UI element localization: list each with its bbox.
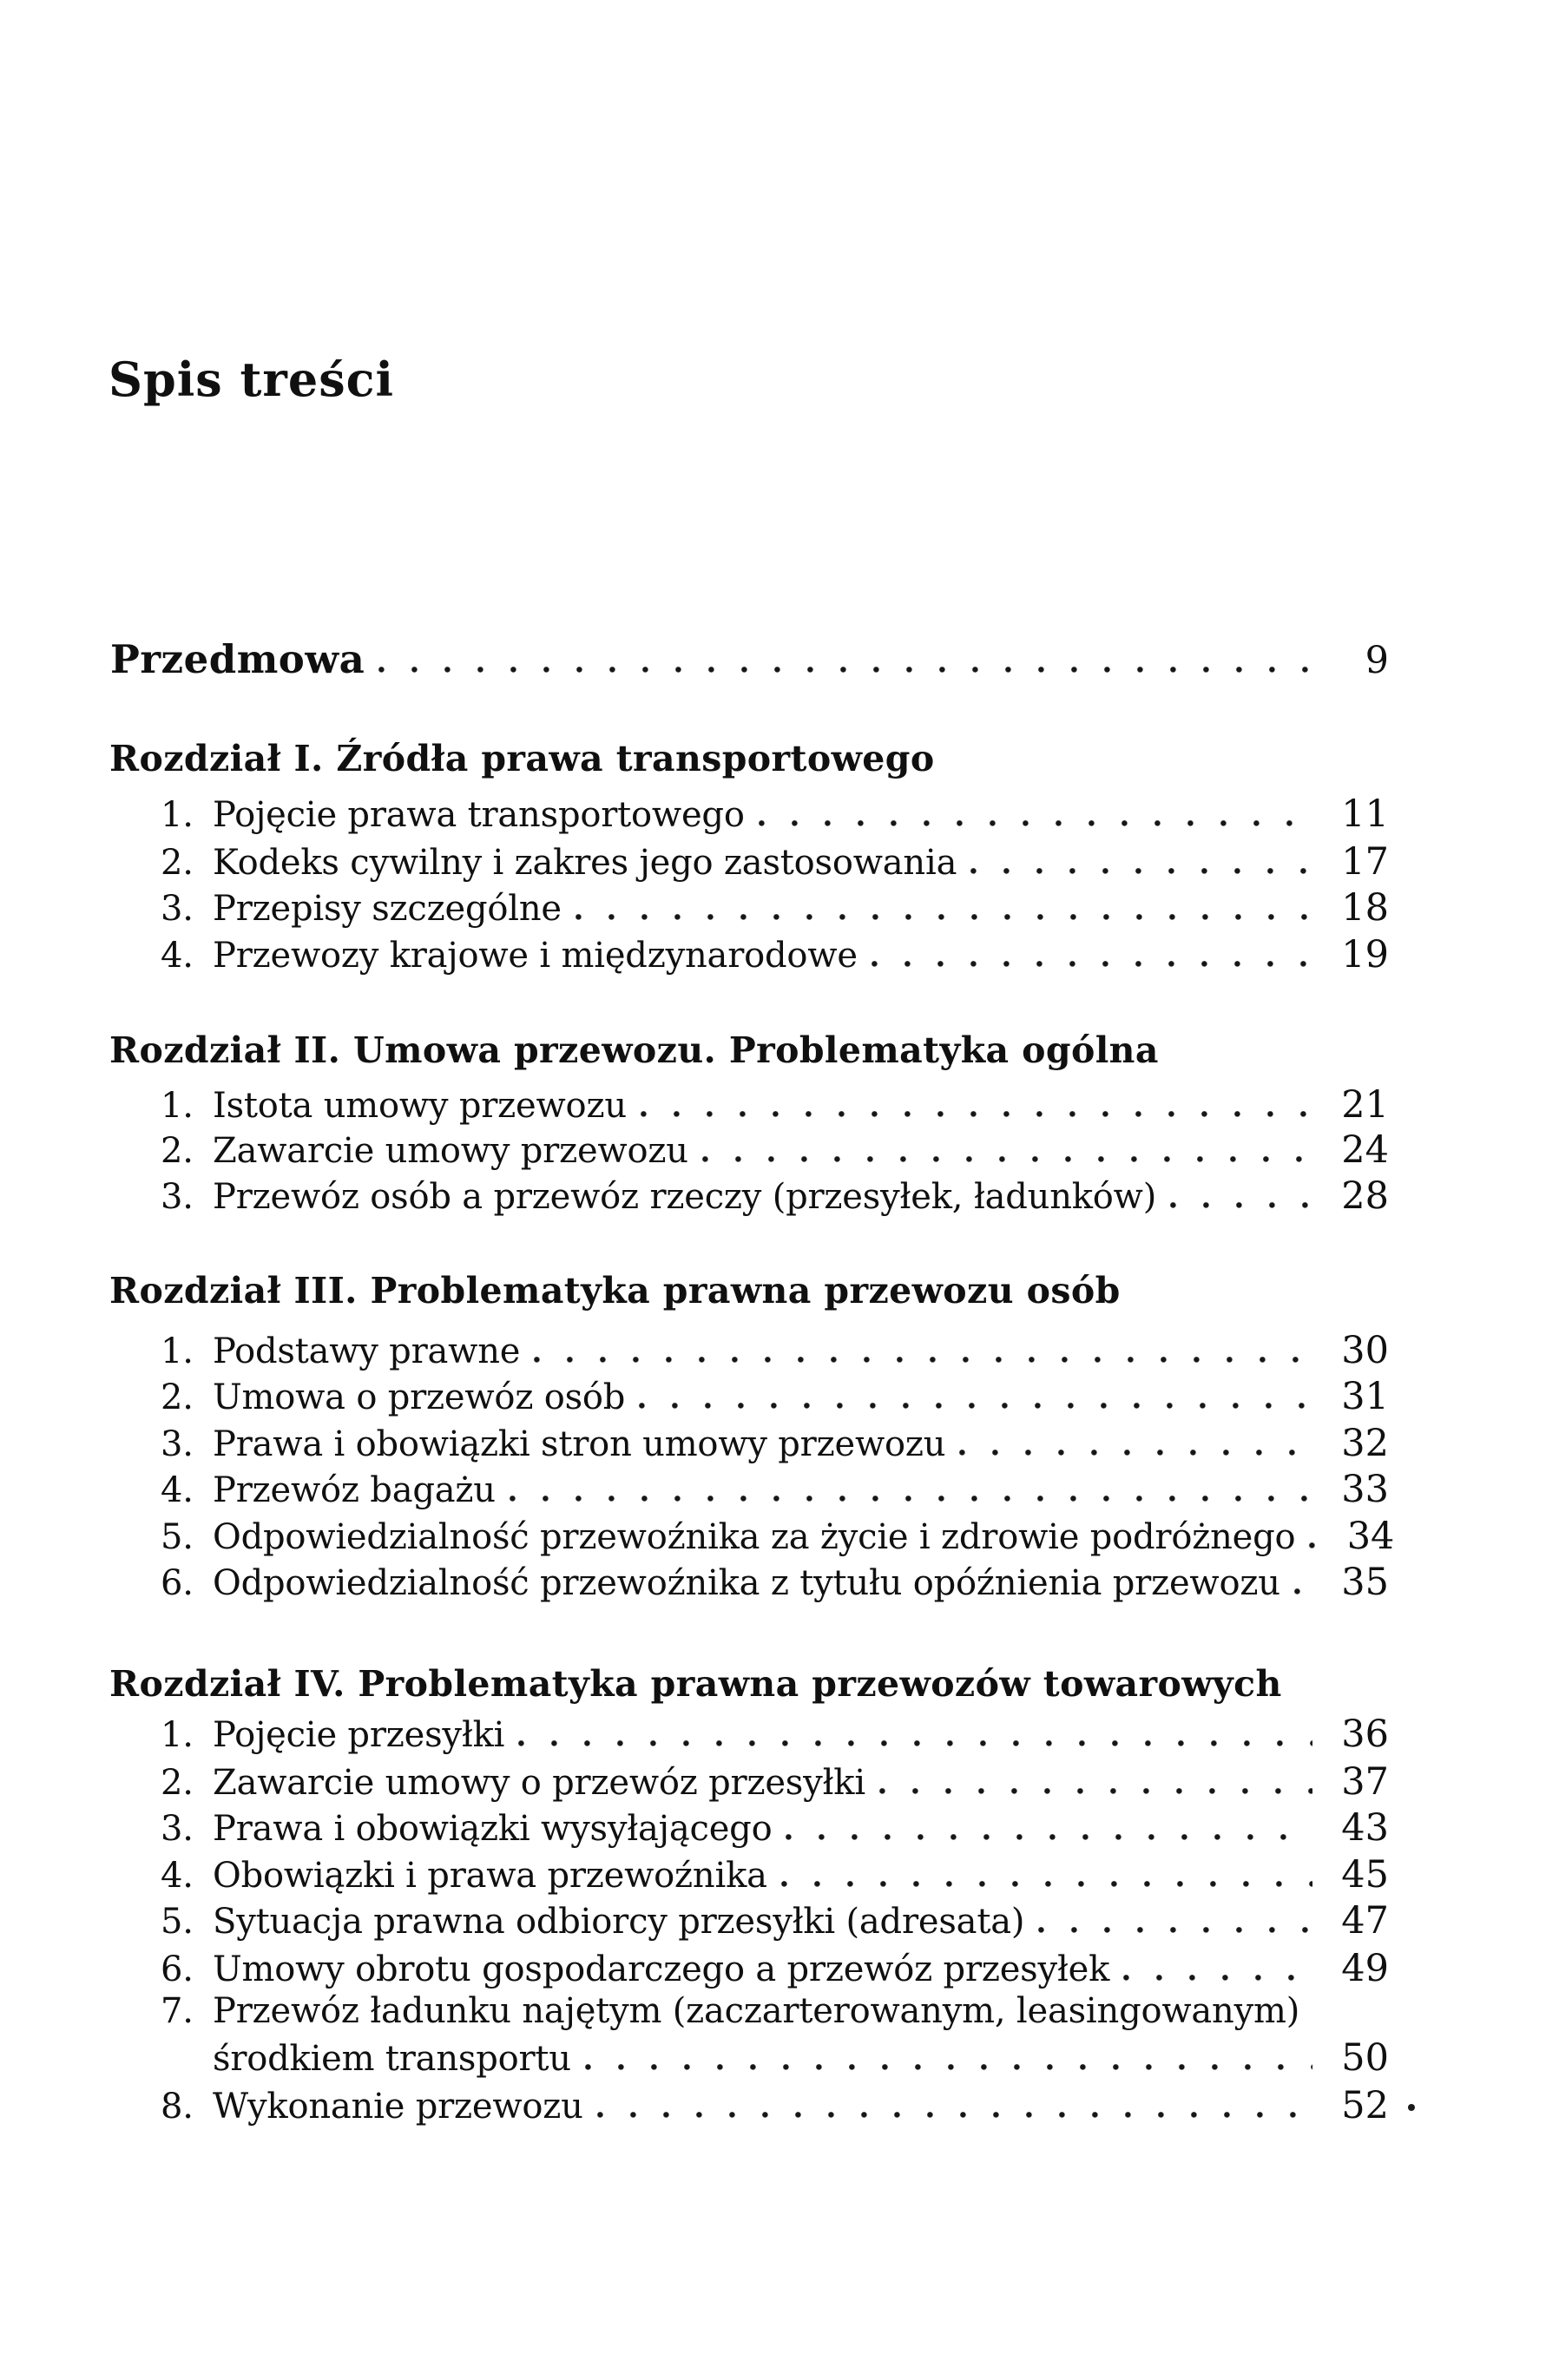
item-label: Przewóz osób a przewóz rzeczy (przesyłek, ładunków) (213, 1177, 1157, 1217)
page-number: 30 (1341, 1329, 1389, 1372)
item-label: Kodeks cywilny i zakres jego zastosowania (213, 843, 957, 883)
item-label: Istota umowy przewozu (213, 1086, 627, 1126)
toc-row-continuation (213, 2036, 1389, 2080)
chapter-heading: Rozdział IV. Problematyka prawna przewozów towarowych (109, 1663, 1282, 1705)
item-number: 3. (161, 1177, 194, 1217)
toc-row (161, 886, 1389, 930)
toc-row (161, 1713, 1389, 1756)
item-label: Przewóz bagażu (213, 1470, 496, 1510)
dot-leader (1294, 1588, 1312, 1594)
page-number: 19 (1341, 933, 1389, 976)
toc-row (161, 1083, 1389, 1127)
page-number: 24 (1341, 1128, 1389, 1172)
toc-row (161, 1422, 1389, 1465)
toc-row (161, 1899, 1389, 1943)
page-number: 32 (1341, 1422, 1389, 1465)
dot-leader (597, 2112, 1312, 2118)
item-label: Odpowiedzialność przewoźnika z tytułu opóźnienia przewozu (213, 1563, 1280, 1603)
stray-ink-dot (1408, 2104, 1415, 2111)
item-number: 1. (161, 795, 194, 835)
dot-leader (378, 667, 1312, 673)
toc-row (161, 1853, 1389, 1897)
item-label: Umowy obrotu gospodarczego a przewóz przesyłek (213, 1949, 1110, 1989)
preface-label: Przedmowa (110, 636, 365, 682)
page-number: 37 (1341, 1760, 1389, 1804)
page-title: Spis treści (109, 352, 395, 407)
item-label: Pojęcie prawa transportowego (213, 795, 745, 835)
toc-row (161, 792, 1389, 836)
page-number: 52 (1341, 2084, 1389, 2127)
dot-leader (872, 961, 1312, 967)
item-number: 8. (161, 2087, 194, 2127)
item-number: 5. (161, 1517, 194, 1557)
page-number: 45 (1341, 1853, 1389, 1897)
page-number: 36 (1341, 1713, 1389, 1756)
item-number: 4. (161, 1470, 194, 1510)
chapter-heading: Rozdział I. Źródła prawa transportowego (109, 738, 935, 779)
toc-row (161, 1947, 1389, 1990)
item-number: 5. (161, 1902, 194, 1942)
toc-row (161, 1991, 1389, 2031)
chapter-heading: Rozdział II. Umowa przewozu. Problematyka ogólna (109, 1029, 1159, 1071)
toc-row (161, 1375, 1389, 1418)
toc-row (161, 1174, 1389, 1218)
item-label: Przewóz ładunku najętym (zaczarterowanym, leasingowanym) (213, 1991, 1300, 2031)
item-label: Podstawy prawne (213, 1331, 521, 1371)
toc-row (161, 1806, 1389, 1850)
item-number: 2. (161, 1377, 194, 1417)
page-number: 28 (1341, 1174, 1389, 1218)
page-number: 49 (1341, 1947, 1389, 1990)
item-label: Wykonanie przewozu (213, 2087, 583, 2127)
item-label: Prawa i obowiązki stron umowy przewozu (213, 1424, 946, 1464)
dot-leader (759, 820, 1312, 826)
item-label: środkiem transportu (213, 2039, 571, 2079)
item-number: 3. (161, 1809, 194, 1849)
item-number: 1. (161, 1715, 194, 1755)
toc-row (161, 1468, 1389, 1511)
page-number: 31 (1341, 1375, 1389, 1418)
dot-leader (1123, 1975, 1312, 1981)
dot-leader (534, 1357, 1312, 1363)
item-label: Obowiązki i prawa przewoźnika (213, 1856, 767, 1896)
item-label: Odpowiedzialność przewoźnika za życie i zdrowie podróżnego (213, 1517, 1296, 1557)
dot-leader (518, 1740, 1312, 1746)
dot-leader (702, 1156, 1312, 1162)
dot-leader (639, 1403, 1312, 1409)
item-label: Zawarcie umowy o przewóz przesyłki (213, 1763, 865, 1803)
dot-leader (1170, 1202, 1312, 1208)
item-number: 6. (161, 1563, 194, 1603)
page-number: 17 (1341, 840, 1389, 884)
toc-row (161, 1515, 1395, 1558)
item-number: 2. (161, 1763, 194, 1803)
item-number: 3. (161, 889, 194, 929)
page-number: 50 (1341, 2036, 1389, 2080)
item-label: Pojęcie przesyłki (213, 1715, 505, 1755)
dot-leader (879, 1788, 1312, 1794)
toc-row (161, 1760, 1389, 1804)
dot-leader (970, 868, 1312, 874)
page-number: 18 (1341, 886, 1389, 930)
dot-leader (786, 1834, 1312, 1840)
dot-leader (959, 1450, 1312, 1456)
toc-row (161, 2084, 1389, 2127)
toc-row (161, 933, 1389, 976)
dot-leader (1309, 1542, 1318, 1548)
chapter-heading: Rozdział III. Problematyka prawna przewozu osób (109, 1270, 1121, 1312)
toc-row-preface (110, 636, 1389, 682)
item-number: 6. (161, 1949, 194, 1989)
item-number: 7. (161, 1991, 194, 2031)
page-number: 9 (1365, 639, 1389, 682)
dot-leader (510, 1496, 1312, 1502)
item-label: Umowa o przewóz osób (213, 1377, 626, 1417)
toc-row (161, 1128, 1389, 1172)
item-number: 2. (161, 1131, 194, 1171)
item-label: Zawarcie umowy przewozu (213, 1131, 688, 1171)
item-label: Przewozy krajowe i międzynarodowe (213, 936, 858, 976)
page-number: 33 (1341, 1468, 1389, 1511)
dot-leader (585, 2064, 1312, 2070)
page-number: 21 (1341, 1083, 1389, 1127)
page-number: 11 (1341, 792, 1389, 836)
item-number: 2. (161, 843, 194, 883)
page-number: 47 (1341, 1899, 1389, 1943)
item-number: 1. (161, 1331, 194, 1371)
item-label: Prawa i obowiązki wysyłającego (213, 1809, 773, 1849)
page-number: 43 (1341, 1806, 1389, 1850)
page-number: 35 (1341, 1561, 1389, 1604)
item-number: 4. (161, 1856, 194, 1896)
dot-leader (576, 914, 1312, 920)
page-number: 34 (1346, 1515, 1395, 1558)
dot-leader (781, 1881, 1312, 1887)
toc-row (161, 840, 1389, 884)
toc-row (161, 1561, 1389, 1604)
item-number: 3. (161, 1424, 194, 1464)
item-number: 1. (161, 1086, 194, 1126)
dot-leader (1038, 1927, 1312, 1933)
item-label: Sytuacja prawna odbiorcy przesyłki (adresata) (213, 1902, 1025, 1942)
dot-leader (641, 1111, 1312, 1117)
toc-row (161, 1329, 1389, 1372)
item-number: 4. (161, 936, 194, 976)
item-label: Przepisy szczególne (213, 889, 562, 929)
